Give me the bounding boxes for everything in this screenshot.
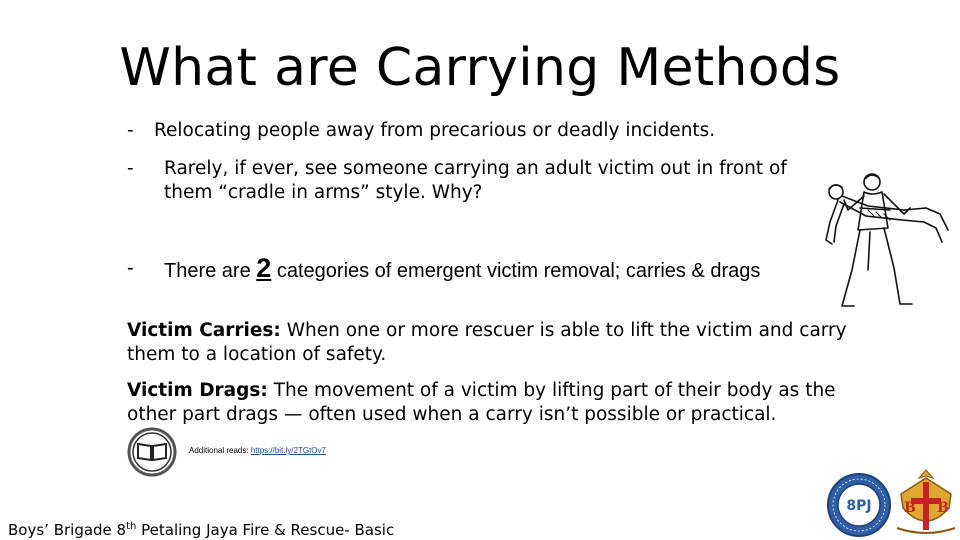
- victim-drags-label: Victim Drags:: [127, 380, 268, 401]
- boys-brigade-crest-logo: [893, 468, 959, 538]
- victim-carries-label: Victim Carries:: [127, 320, 281, 341]
- company-badge-text: 8PJ: [846, 498, 872, 514]
- victim-drags-paragraph: [127, 379, 867, 427]
- bullet-dash: -: [127, 158, 134, 179]
- crest-letter-left: B: [904, 500, 916, 516]
- category-count: 2: [256, 253, 272, 283]
- footer-part1: Boys’ Brigade 8: [8, 521, 127, 539]
- slide-footer: [8, 520, 394, 540]
- bullet-dash: -: [127, 120, 134, 141]
- bullet-text-before: There are: [164, 260, 257, 282]
- company-badge-logo: [826, 472, 892, 538]
- victim-carries-paragraph: [127, 319, 867, 367]
- footer-superscript: th: [126, 521, 137, 532]
- bullet-categories: [127, 255, 827, 284]
- book-icon: [127, 427, 177, 477]
- bullet-text: [164, 255, 827, 284]
- slide-title: What are Carrying Methods: [119, 38, 841, 98]
- bullet-text-after: categories of emergent victim removal; carries & drags: [271, 260, 761, 282]
- victim-carries-text: When one or more rescuer is able to lift the victim and carry them to a location of safety.: [127, 320, 847, 365]
- additional-reads-label: Additional reads:: [189, 446, 251, 455]
- footer-part2: Petaling Jaya Fire & Rescue- Basic: [136, 521, 395, 539]
- victim-drags-text: The movement of a victim by lifting part of their body as the other part drags — often used when a carry isn’t possible or practical.: [127, 380, 836, 425]
- bullet-cradle-question: [127, 157, 817, 205]
- cradle-carry-illustration: [808, 170, 958, 310]
- bullet-text: Relocating people away from precarious or deadly incidents.: [154, 120, 716, 141]
- bullet-dash: -: [127, 257, 134, 279]
- additional-reads: [189, 446, 326, 455]
- bullet-text: Rarely, if ever, see someone carrying an adult victim out in front of them “cradle in arms” style. Why?: [164, 158, 787, 203]
- additional-reads-link[interactable]: https://bit.ly/2TGtOv7: [250, 446, 326, 455]
- crest-letter-right: B: [937, 500, 949, 516]
